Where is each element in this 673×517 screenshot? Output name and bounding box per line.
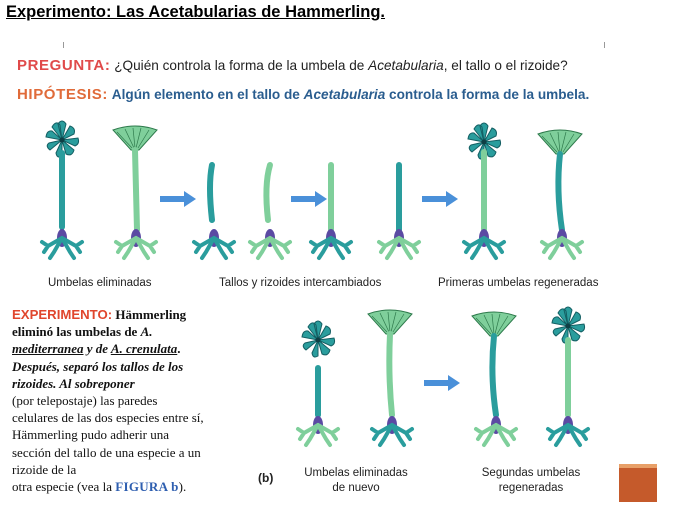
exp-text-12: Hämmerling pudo adherir una bbox=[12, 427, 170, 443]
stalk-med-free bbox=[250, 165, 290, 258]
hypothesis-text-italic: Acetabularia bbox=[303, 87, 386, 102]
experiment-description bbox=[12, 306, 250, 495]
exp-text-9: rizoides. Al sobreponer bbox=[12, 375, 135, 391]
question-text-italic: Acetabularia bbox=[368, 58, 444, 73]
hypothesis-label: HIPÓTESIS: bbox=[17, 86, 109, 103]
caption-primeras-umbelas: Primeras umbelas regeneradas bbox=[438, 277, 599, 289]
arrow-4 bbox=[424, 375, 460, 391]
exp-text-2: eliminó las umbelas de bbox=[12, 324, 141, 340]
exp-text-4: mediterranea bbox=[12, 341, 84, 357]
caption-b2-line1: Segundas umbelas bbox=[481, 467, 581, 479]
hypothesis-text-b: controla la forma de la umbela. bbox=[385, 87, 590, 102]
exp-text-1: Hämmerling bbox=[115, 307, 187, 322]
question-text-b: , el tallo o el rizoide? bbox=[443, 58, 568, 73]
caption-b1-line1: Umbelas eliminadas bbox=[304, 467, 408, 479]
b-cell-3 bbox=[472, 312, 516, 445]
exp-text-13: sección del tallo de una especie a un bbox=[12, 444, 201, 460]
b-cell-4 bbox=[548, 307, 588, 445]
exp-text-15: otra especie (vea la bbox=[12, 479, 116, 495]
graft-1 bbox=[311, 165, 351, 258]
exp-text-14: rizoide de la bbox=[12, 461, 77, 477]
regenerated-2 bbox=[538, 130, 582, 258]
arrow-2 bbox=[291, 191, 327, 207]
caption-segundas-umbelas bbox=[466, 466, 596, 496]
page-title: Experimento: Las Acetabularias de Hammerling. bbox=[6, 3, 386, 21]
exp-text-17: ). bbox=[178, 479, 187, 495]
b-cell-2 bbox=[368, 310, 412, 445]
experiment-label: EXPERIMENTO: bbox=[12, 307, 113, 322]
caption-b1-line2: de nuevo bbox=[332, 482, 380, 494]
exp-text-7: . bbox=[177, 341, 181, 357]
arrow-3 bbox=[422, 191, 458, 207]
question-label: PREGUNTA: bbox=[17, 57, 111, 74]
question-text-a: ¿Quién controla la forma de la umbela de bbox=[114, 58, 369, 73]
exp-text-6: A. crenulata bbox=[110, 341, 178, 357]
arrow-1 bbox=[160, 191, 196, 207]
panel-b-label: (b) bbox=[258, 471, 274, 485]
stalk-cren-free bbox=[194, 165, 234, 258]
exp-text-3: A. bbox=[140, 324, 153, 340]
exp-text-11: celulares de las dos especies entre sí, bbox=[12, 410, 204, 426]
caption-b2-line2: regeneradas bbox=[498, 482, 564, 494]
graft-2 bbox=[379, 165, 419, 258]
cell-crenulata-1 bbox=[42, 121, 82, 258]
hypothesis-text-a: Algún elemento en el tallo de bbox=[111, 87, 304, 102]
b-cell-1 bbox=[298, 321, 338, 445]
caption-tallos-intercambiados: Tallos y rizoides intercambiados bbox=[219, 277, 382, 289]
caption-umbelas-eliminadas-de-nuevo bbox=[296, 466, 416, 496]
slide-thumbnail-icon[interactable] bbox=[619, 468, 657, 502]
exp-text-10: (por telepostaje) las paredes bbox=[12, 393, 158, 409]
cell-mediterranea-1 bbox=[113, 126, 157, 258]
exp-text-5: y de bbox=[83, 341, 111, 357]
caption-umbelas-eliminadas: Umbelas eliminadas bbox=[48, 277, 152, 289]
exp-text-8: Después, separó los tallos de los bbox=[12, 358, 184, 374]
regenerated-1 bbox=[464, 123, 504, 258]
figure-b-reference: FIGURA b bbox=[115, 479, 179, 495]
